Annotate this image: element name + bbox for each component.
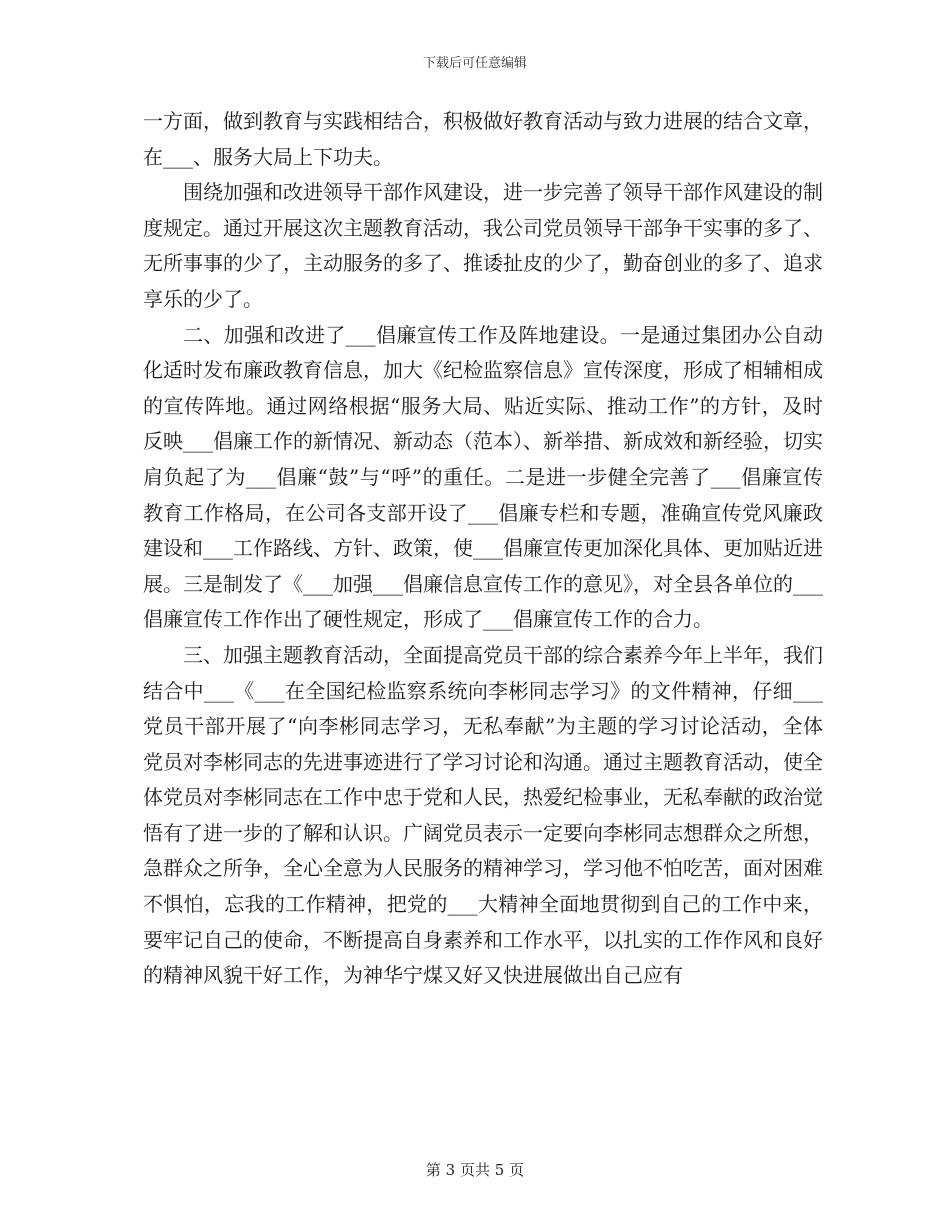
paragraph-section-two: 二、加强和改进了___倡廉宣传工作及阵地建设。一是通过集团办公自动化适时发布廉政教育信息，加大《纪检监察信息》宣传深度，形成了相辅相成的宣传阵地。通过网络根据“服务大局、贴近实际、推动工作”的方针，及时反映___倡廉工作的新情况、新动态（范本）、新举措、新成效和新经验，切实肩负起了为___倡廉“鼓”与“呼”的重任。二是进一步健全完善了___倡廉宣传教育工作格局，在公司各支部开设了___倡廉专栏和专题，准确宣传党风廉政建设和___工作路线、方针、政策，使___倡廉宣传更加深化具体、更加贴近进展。三是制发了《___加强___倡廉信息宣传工作的意见》，对全县各单位的___倡廉宣传工作作出了硬性规定，形成了___倡廉宣传工作的合力。 — [143, 322, 823, 632]
paragraph-section-three: 三、加强主题教育活动，全面提高党员干部的综合素养今年上半年，我们结合中___《___在全国纪检监察系统向李彬同志学习》的文件精神，仔细___党员干部开展了“向李彬同志学习，无私奉献”为主题的学习讨论活动，全体党员对李彬同志的先进事迹进行了学习讨论和沟通。通过主题教育活动，使全体党员对李彬同志在工作中忠于党和人民，热爱纪检事业，无私奉献的政治觉悟有了进一步的了解和认识。广阔党员表示一定要向李彬同志想群众之所想，急群众之所争，全心全意为人民服务的精神学习，学习他不怕吃苦，面对困难不惧怕，忘我的工作精神，把党的___大精神全面地贯彻到自己的工作中来，要牢记自己的使命，不断提高自身素养和工作水平，以扎实的工作作风和良好的精神风貌干好工作，为神华宁煤又好又快进展做出自己应有 — [143, 642, 823, 988]
paragraph-continuation: 一方面，做到教育与实践相结合，积极做好教育活动与致力进展的结合文章，在___、服务大局上下功夫。 — [143, 109, 823, 169]
page-header: 下载后可任意编辑 — [422, 56, 527, 71]
document-body — [143, 104, 823, 994]
paragraph-work-style: 围绕加强和改进领导干部作风建设，进一步完善了领导干部作风建设的制度规定。通过开展这次主题教育活动，我公司党员领导干部争干实事的多了、无所事事的少了，主动服务的多了、推诿扯皮的少了，勤奋创业的多了、追求享乐的少了。 — [143, 180, 823, 311]
page-number-footer: 第 3 页共 5 页 — [425, 1161, 525, 1179]
